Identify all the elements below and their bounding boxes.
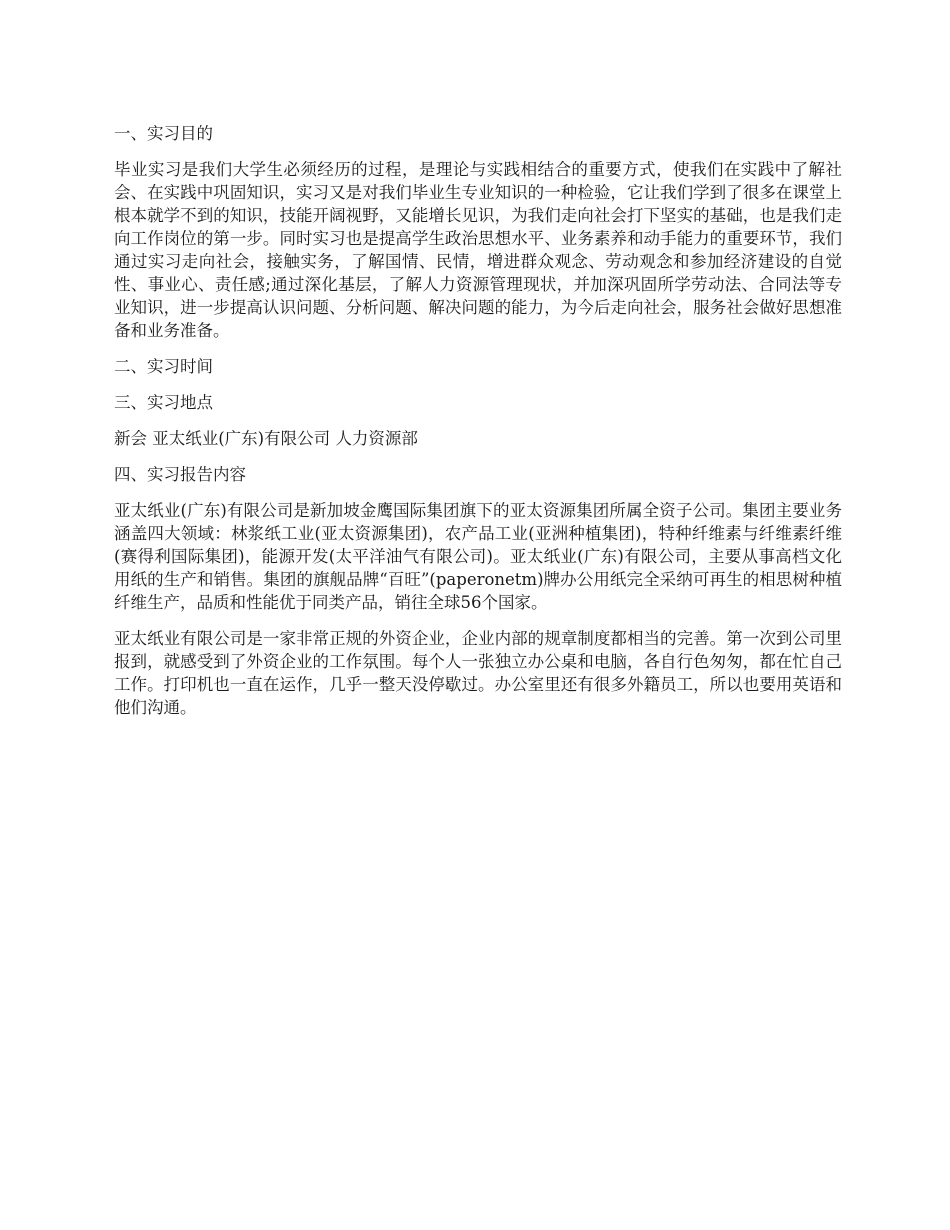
document-body — [114, 122, 842, 732]
heading-time: 二、实习时间 — [114, 357, 213, 376]
paragraph-purpose: 毕业实习是我们大学生必须经历的过程，是理论与实践相结合的重要方式，使我们在实践中了解社会、在实践中巩固知识，实习又是对我们毕业生专业知识的一种检验，它让我们学到了很多在课堂上根本就学不到的知识，技能开阔视野，又能增长见识，为我们走向社会打下坚实的基础，也是我们走向工作岗位的第一步。同时实习也是提高学生政治思想水平、业务素养和动手能力的重要环节，我们通过实习走向社会，接触实务，了解国情、民情，增进群众观念、劳动观念和参加经济建设的自觉性、事业心、责任感;通过深化基层，了解人力资源管理现状，并加深巩固所学劳动法、合同法等专业知识，进一步提高认识问题、分析问题、解决问题的能力，为今后走向社会，服务社会做好思想准备和业务准备。 — [114, 160, 842, 340]
location-text: 新会 亚太纸业(广东)有限公司 人力资源部 — [114, 429, 418, 448]
heading-purpose: 一、实习目的 — [114, 124, 213, 143]
heading-content: 四、实习报告内容 — [114, 465, 246, 484]
paragraph-experience: 亚太纸业有限公司是一家非常正规的外资企业，企业内部的规章制度都相当的完善。第一次到公司里报到，就感受到了外资企业的工作氛围。每个人一张独立办公桌和电脑，各自行色匆匆，都在忙自己工作。打印机也一直在运作，几乎一整天没停歇过。办公室里还有很多外籍员工，所以也要用英语和他们沟通。 — [114, 629, 842, 717]
heading-location: 三、实习地点 — [114, 393, 213, 412]
paragraph-company: 亚太纸业(广东)有限公司是新加坡金鹰国际集团旗下的亚太资源集团所属全资子公司。集团主要业务涵盖四大领域：林浆纸工业(亚太资源集团)，农产品工业(亚洲种植集团)，特种纤维素与纤维素纤维(赛得利国际集团)，能源开发(太平洋油气有限公司)。亚太纸业(广东)有限公司，主要从事高档文化用纸的生产和销售。集团的旗舰品牌“百旺”(paperonetm)牌办公用纸完全采纳可再生的相思树种植纤维生产，品质和性能优于同类产品，销往全球56个国家。 — [114, 501, 842, 612]
